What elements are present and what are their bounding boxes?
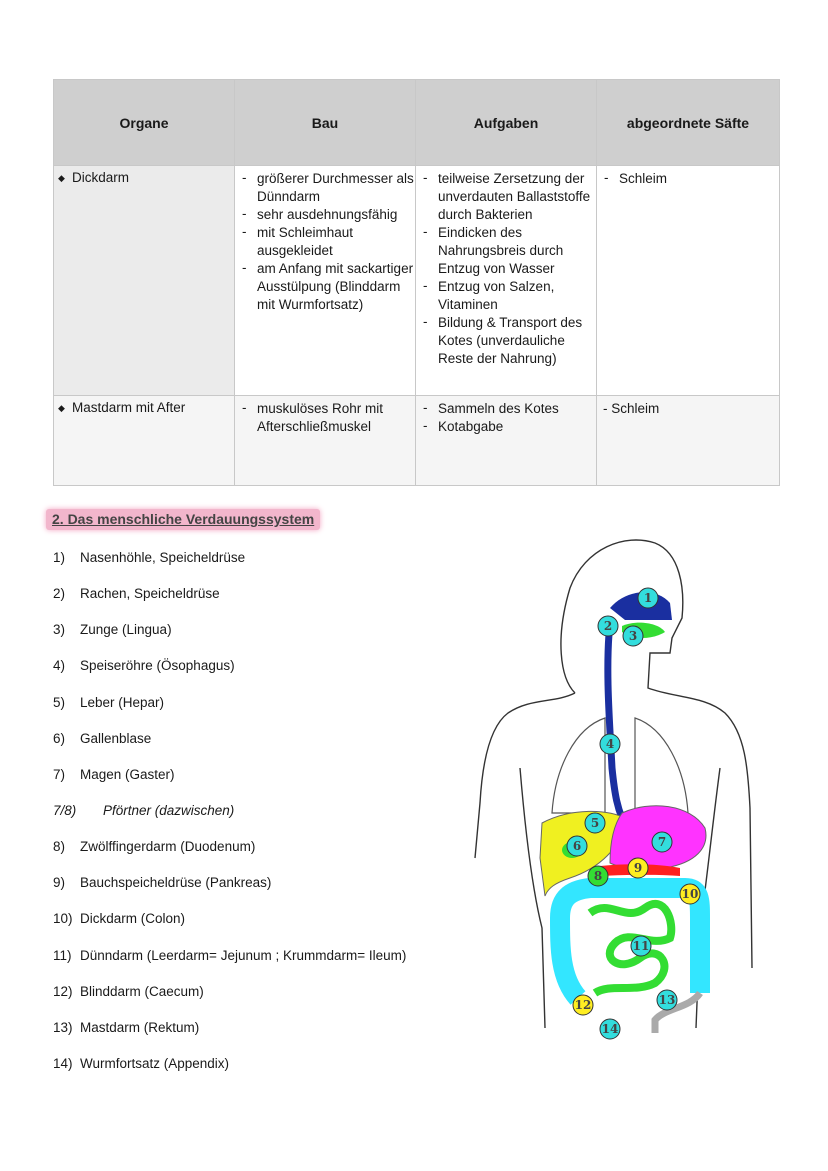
list-label: Rachen, Speicheldrüse (80, 586, 220, 602)
list-label: Zwölffingerdarm (Duodenum) (80, 839, 256, 855)
list-label: Zunge (Lingua) (80, 622, 172, 638)
svg-text:14: 14 (601, 1022, 619, 1036)
svg-text:6: 6 (572, 839, 582, 853)
digestive-system-diagram (460, 528, 780, 1058)
marker-13 (657, 990, 677, 1010)
lung-right (635, 718, 688, 813)
list-item: - größerer Durchmesser als Dünndarm (257, 170, 415, 206)
colon (560, 888, 700, 998)
organ-list (53, 548, 406, 1090)
svg-text:11: 11 (632, 939, 650, 953)
organ-name: Mastdarm mit After (72, 400, 186, 415)
list-number: 10) (53, 911, 73, 927)
list-item (53, 909, 406, 945)
list-label: Mastdarm (Rektum) (80, 1019, 200, 1035)
list-label: Nasenhöhle, Speicheldrüse (80, 550, 246, 565)
list-label: Dickdarm (Colon) (80, 911, 186, 927)
list-number: 14) (53, 1055, 73, 1071)
marker-1 (638, 588, 658, 608)
list-number: 2) (53, 586, 66, 602)
marker-11 (631, 936, 651, 956)
svg-text:4: 4 (605, 737, 615, 751)
list-item: - muskulöses Rohr mit Afterschließmuskel (257, 400, 415, 436)
marker-4 (600, 734, 620, 754)
list-item: - Sammeln des Kotes (438, 400, 596, 418)
list-item (53, 656, 406, 692)
organ-cell (54, 396, 235, 486)
list-number: 6) (53, 730, 66, 746)
list-item: - Bildung & Transport des Kotes (unverdauliche Reste der Nahrung) (438, 314, 596, 368)
list-item (53, 837, 406, 873)
list-label: Dünndarm (Leerdarm= Jejunum ; Krummdarm= Ileum) (80, 947, 407, 963)
organ-cell (54, 166, 235, 396)
list-item (53, 729, 406, 765)
aufgaben-cell (416, 166, 597, 396)
list-number: 4) (53, 658, 66, 674)
header-aufgaben: Aufgaben (416, 80, 597, 166)
list-number: 8) (53, 839, 66, 855)
svg-text:7: 7 (657, 835, 667, 849)
list-label: Leber (Hepar) (80, 694, 165, 710)
list-number: 7) (53, 766, 66, 782)
list-item: - Kotabgabe (438, 418, 596, 436)
list-label: Bauchspeicheldrüse (Pankreas) (80, 875, 272, 891)
marker-5 (585, 813, 605, 833)
marker-2 (598, 616, 618, 636)
svg-text:3: 3 (628, 629, 638, 643)
list-number: 12) (53, 983, 73, 999)
list-label: Speiseröhre (Ösophagus) (80, 658, 235, 674)
list-item (53, 620, 406, 656)
table-row (54, 396, 780, 486)
list-item: - mit Schleimhaut ausgekleidet (257, 224, 415, 260)
list-label: Magen (Gaster) (80, 766, 175, 782)
list-item (53, 801, 406, 837)
list-item (53, 1018, 406, 1054)
svg-text:2: 2 (603, 619, 613, 633)
svg-text:12: 12 (574, 998, 592, 1012)
list-label: Blinddarm (Caecum) (80, 983, 204, 999)
lung-left (552, 718, 605, 813)
list-number: 13) (53, 1019, 73, 1035)
marker-7 (652, 832, 672, 852)
list-item (53, 946, 406, 982)
bau-cell (235, 396, 416, 486)
list-label: Wurmfortsatz (Appendix) (80, 1055, 230, 1071)
list-number: 5) (53, 694, 66, 710)
organ-table (53, 79, 780, 486)
small-intestine (590, 904, 671, 993)
svg-text:5: 5 (590, 816, 600, 830)
list-item: - Schleim (619, 170, 779, 188)
svg-text:10: 10 (681, 887, 699, 901)
list-number: 3) (53, 622, 66, 638)
list-item (53, 693, 406, 729)
diamond-bullet-icon: ◆ (58, 403, 65, 413)
header-saefte: abgeordnete Säfte (597, 80, 780, 166)
marker-6 (567, 836, 587, 856)
list-number: 1) (53, 550, 66, 565)
aufgaben-cell (416, 396, 597, 486)
list-item (53, 548, 406, 584)
saefte-cell (597, 166, 780, 396)
list-item: - Eindicken des Nahrungsbreis durch Entzug von Wasser (438, 224, 596, 278)
list-item (53, 982, 406, 1018)
list-item: - teilweise Zersetzung der unverdauten Ballaststoffe durch Bakterien (438, 170, 596, 224)
marker-14 (600, 1019, 620, 1039)
list-item (53, 873, 406, 909)
saefte-text: - Schleim (603, 401, 660, 416)
list-number: 9) (53, 875, 66, 891)
list-number: 7/8) (53, 802, 77, 818)
section-title: 2. Das menschliche Verdauungssystem (46, 509, 320, 530)
svg-text:8: 8 (593, 869, 603, 883)
bau-cell (235, 166, 416, 396)
marker-3 (623, 626, 643, 646)
list-item (53, 765, 406, 801)
header-bau: Bau (235, 80, 416, 166)
marker-10 (680, 884, 700, 904)
svg-text:1: 1 (643, 591, 653, 605)
svg-text:9: 9 (633, 861, 643, 875)
organ-name: Dickdarm (72, 170, 130, 185)
list-item (53, 584, 406, 620)
list-number: 11) (53, 947, 72, 963)
list-item (53, 1054, 406, 1090)
table-row (54, 166, 780, 396)
marker-8 (588, 866, 608, 886)
esophagus (605, 623, 622, 818)
saefte-cell (597, 396, 780, 486)
marker-9 (628, 858, 648, 878)
marker-12 (573, 995, 593, 1015)
svg-text:13: 13 (658, 993, 676, 1007)
list-label: Pförtner (dazwischen) (103, 802, 235, 818)
list-item: - sehr ausdehnungsfähig (257, 206, 415, 224)
list-item: - am Anfang mit sackartiger Ausstülpung (Blinddarm mit Wurmfortsatz) (257, 260, 415, 314)
list-label: Gallenblase (80, 730, 152, 746)
list-item: - Entzug von Salzen, Vitaminen (438, 278, 596, 314)
header-organe: Organe (54, 80, 235, 166)
diamond-bullet-icon: ◆ (58, 173, 65, 183)
